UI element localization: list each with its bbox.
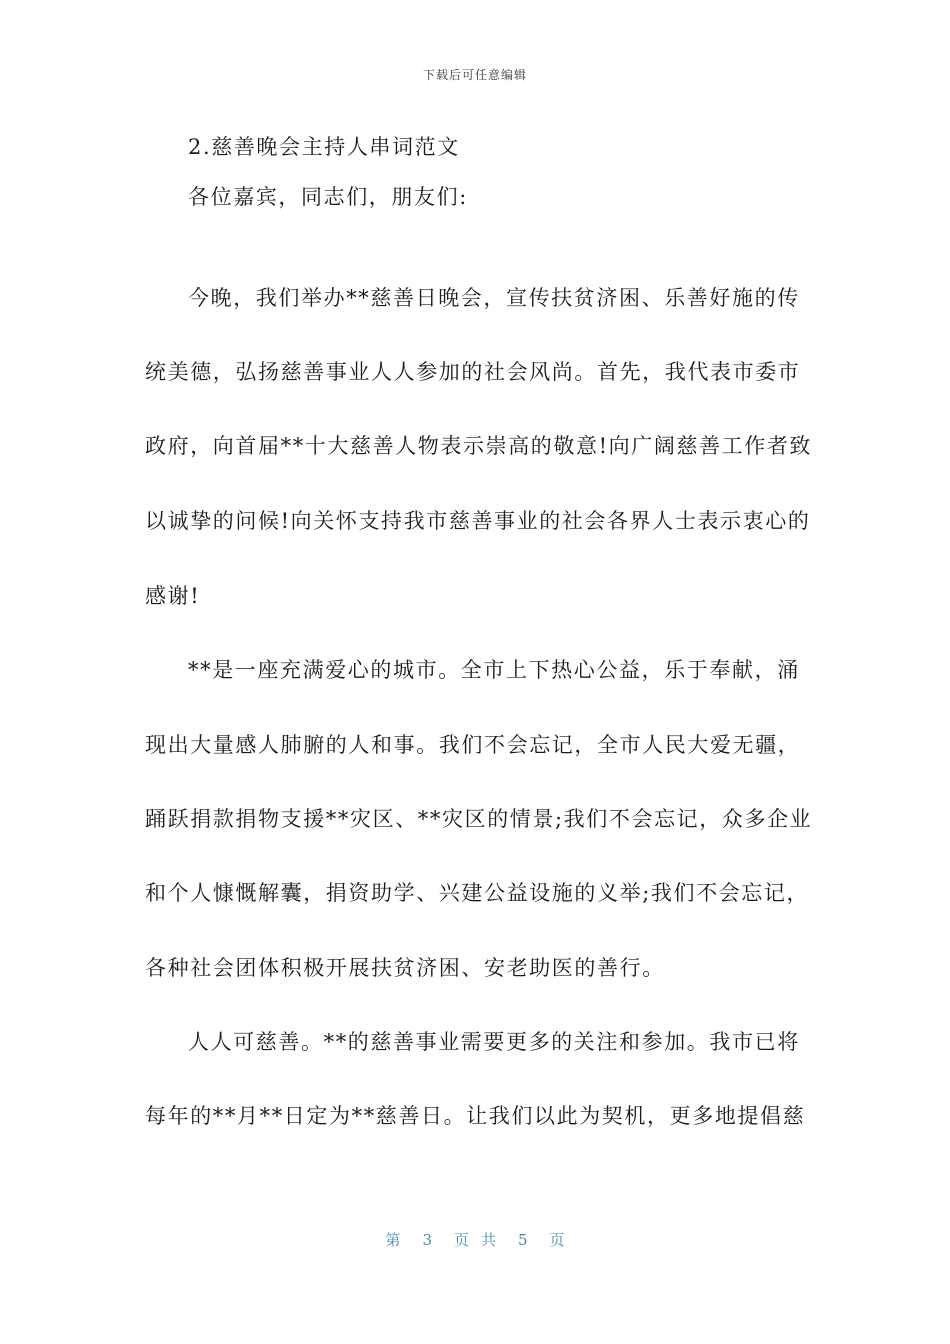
document-title: 2.慈善晚会主持人串词范文 — [188, 135, 460, 159]
salutation-line: 各位嘉宾，同志们，朋友们: — [188, 185, 468, 209]
paragraph-line: 感谢! — [145, 584, 201, 608]
paragraph-line: 政府，向首届**十大慈善人物表示崇高的敬意!向广阔慈善工作者致 — [145, 434, 813, 458]
header-note: 下载后可任意编辑 — [422, 68, 527, 82]
paragraph-line: 踊跃捐款捐物支援**灾区、**灾区的情景;我们不会忘记，众多企业 — [145, 807, 813, 831]
total-pages: 5 — [518, 1231, 528, 1249]
page-number: 3 — [422, 1231, 432, 1249]
paragraph-line: **是一座充满爱心的城市。全市上下热心公益，乐于奉献，涌 — [188, 658, 800, 682]
page-footer — [0, 1229, 950, 1250]
paragraph-line: 和个人慷慨解囊，捐资助学、兴建公益设施的义举;我们不会忘记， — [145, 881, 810, 905]
page-label-prefix: 第 — [385, 1231, 401, 1249]
paragraph-line: 各种社会团体积极开展扶贫济困、安老助医的善行。 — [145, 956, 665, 980]
paragraph-line: 现出大量感人肺腑的人和事。我们不会忘记，全市人民大爱无疆， — [145, 733, 801, 757]
page-label-mid: 页共 — [453, 1231, 508, 1249]
paragraph-line: 今晚，我们举办**慈善日晚会，宣传扶贫济困、乐善好施的传 — [188, 286, 800, 310]
paragraph-line: 以诚挚的问候!向关怀支持我市慈善事业的社会各界人士表示衷心的 — [145, 509, 811, 533]
paragraph-line: 人人可慈善。**的慈善事业需要更多的关注和参加。我市已将 — [188, 1030, 800, 1054]
paragraph-line: 统美德，弘扬慈善事业人人参加的社会风尚。首先，我代表市委市 — [145, 360, 801, 384]
paragraph-line: 每年的**月**日定为**慈善日。让我们以此为契机，更多地提倡慈 — [145, 1104, 806, 1128]
page-label-suffix: 页 — [549, 1231, 565, 1249]
